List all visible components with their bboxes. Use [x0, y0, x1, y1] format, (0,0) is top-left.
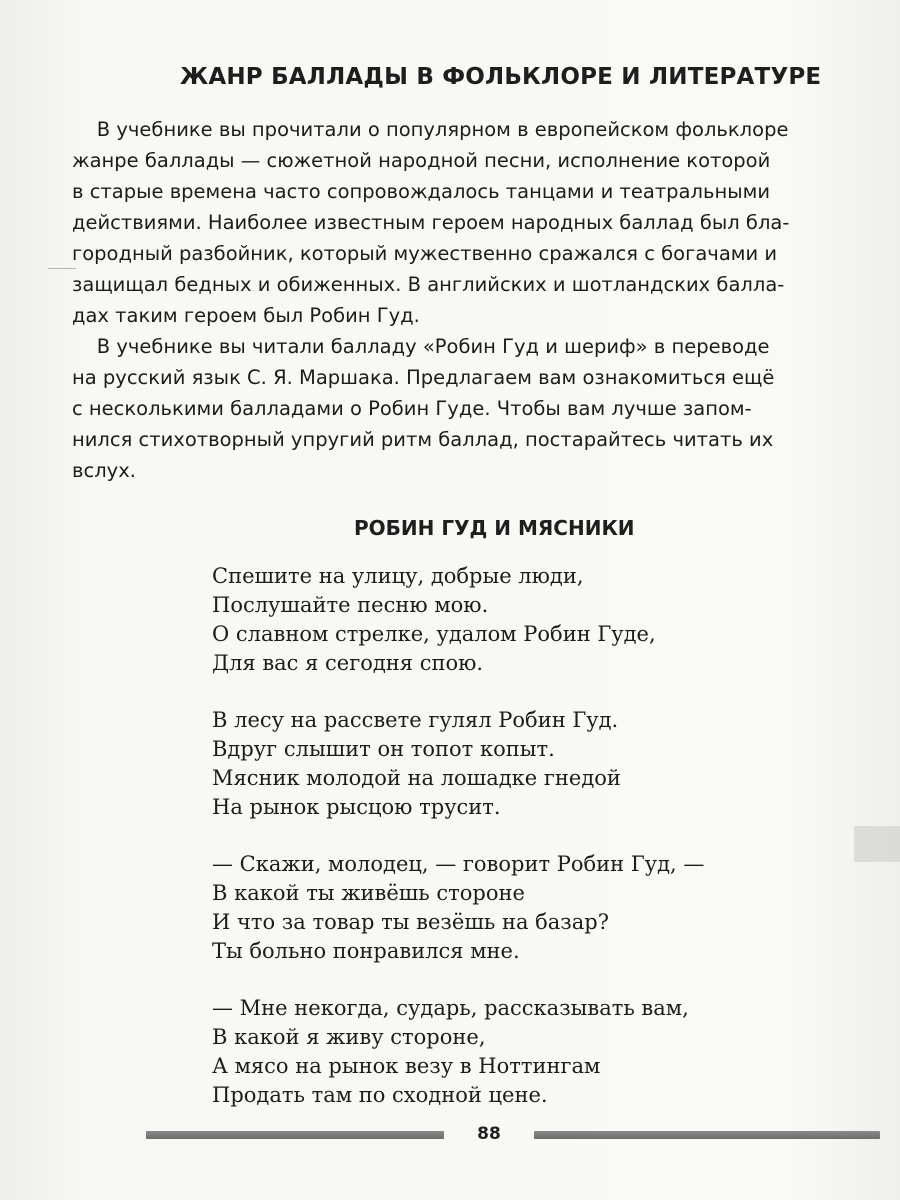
intro-line: на русский язык С. Я. Маршака. Предлагаем вам ознакомиться ещё	[72, 366, 775, 389]
intro-line: В учебнике вы прочитали о популярном в европейском фольклоре	[72, 118, 789, 141]
poem-verse: Для вас я сегодня спою.	[212, 651, 484, 675]
poem-stanza	[212, 706, 852, 822]
poem-verse: А мясо на рынок везу в Ноттингам	[212, 1054, 601, 1078]
poem-verse: В какой я живу стороне,	[212, 1025, 486, 1049]
intro-line: действиями. Наиболее известным героем народных баллад был бла-	[72, 211, 790, 234]
poem-stanza	[212, 562, 852, 678]
footer-rule-left	[146, 1131, 444, 1139]
poem-title: РОБИН ГУД И МЯСНИКИ	[354, 516, 635, 540]
poem-verse: В какой ты живёшь стороне	[212, 881, 525, 905]
intro-line: нился стихотворный упругий ритм баллад, постарайтесь читать их	[72, 428, 774, 451]
poem-verse: О славном стрелке, удалом Робин Гуде,	[212, 622, 656, 646]
poem-verse: Продать там по сходной цене.	[212, 1083, 548, 1107]
intro-line: городный разбойник, который мужественно сражался с богачами и	[72, 242, 778, 265]
poem-verse: — Мне некогда, сударь, рассказывать вам,	[212, 996, 689, 1020]
intro-paragraphs	[72, 114, 900, 486]
poem-verse: Спешите на улицу, добрые люди,	[212, 564, 584, 588]
poem-verse: И что за товар ты везёшь на базар?	[212, 910, 609, 934]
intro-line: с несколькими балладами о Робин Гуде. Чтобы вам лучше запом-	[72, 397, 752, 420]
intro-line: вслух.	[72, 459, 136, 482]
poem-verse: Послушайте песню мою.	[212, 593, 489, 617]
footer-rule-right	[534, 1131, 880, 1139]
poem-verse: Мясник молодой на лошадке гнедой	[212, 766, 621, 790]
poem-stanza	[212, 994, 852, 1110]
intro-line: дах таким героем был Робин Гуд.	[72, 304, 420, 327]
poem-body	[212, 562, 852, 1138]
poem-verse: На рынок рысцою трусит.	[212, 795, 501, 819]
poem-verse: В лесу на рассвете гулял Робин Гуд.	[212, 708, 619, 732]
page-number: 88	[477, 1124, 501, 1144]
intro-line: жанре баллады — сюжетной народной песни, исполнение которой	[72, 149, 771, 172]
poem-verse: Ты больно понравился мне.	[212, 939, 520, 963]
section-title: ЖАНР БАЛЛАДЫ В ФОЛЬКЛОРЕ И ЛИТЕРАТУРЕ	[180, 64, 822, 90]
poem-verse: — Скажи, молодец, — говорит Робин Гуд, —	[212, 852, 705, 876]
show-through-block	[854, 826, 900, 862]
poem-stanza	[212, 850, 852, 966]
intro-line: в старые времена часто сопровождалось танцами и театральными	[72, 180, 770, 203]
poem-verse: Вдруг слышит он топот копыт.	[212, 737, 555, 761]
intro-line: В учебнике вы читали балладу «Робин Гуд и шериф» в переводе	[72, 335, 770, 358]
intro-line: защищал бедных и обиженных. В английских и шотландских балла-	[72, 273, 785, 296]
